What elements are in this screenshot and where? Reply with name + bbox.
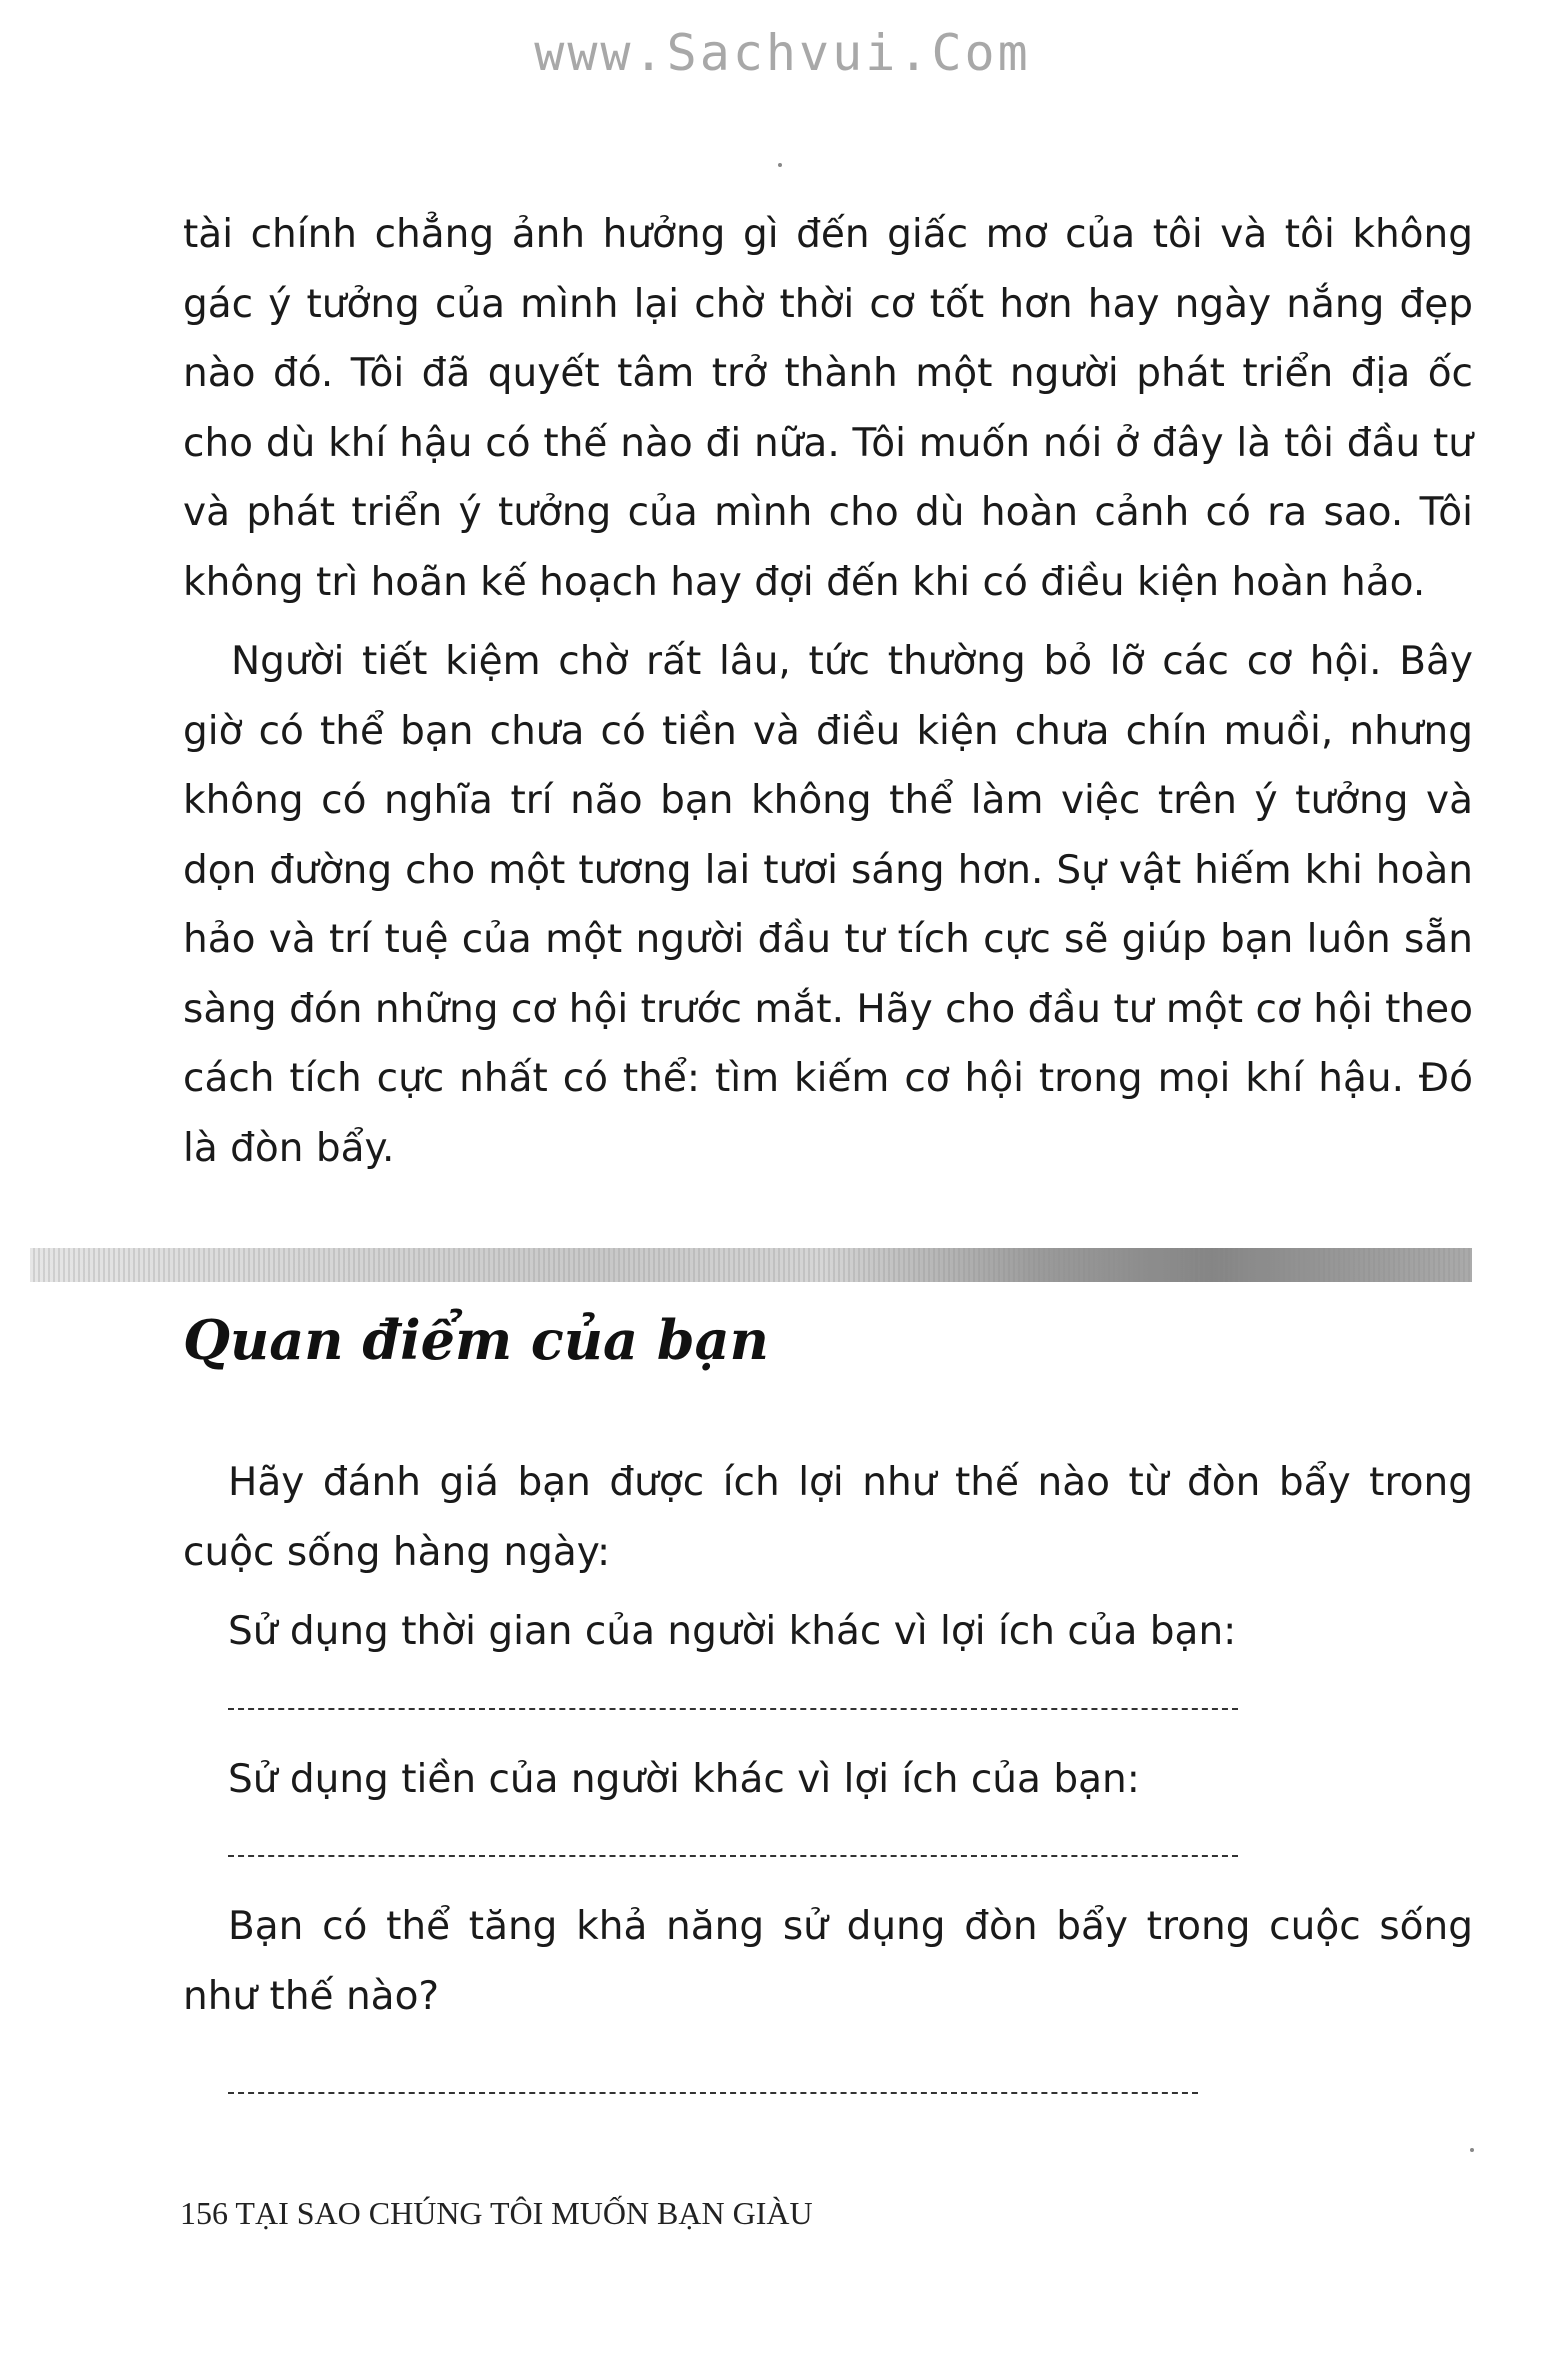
paragraph-2: Người tiết kiệm chờ rất lâu, tức thường bỏ lỡ các cơ hội. Bây giờ có thể bạn chưa có tiền và điều kiện chưa chín muồi, nhưng không có nghĩa trí não bạn không thể làm việc trên ý tưởng và dọn đường cho một tương lai tươi sáng hơn. Sự vật hiếm khi hoàn hảo và trí tuệ của một người đầu tư tích cực sẽ giúp bạn luôn sẵn sàng đón những cơ hội trước mắt. Hãy cho đầu tư một cơ hội theo cách tích cực nhất có thể: tìm kiếm cơ hội trong mọi khí hậu. Đó là đòn bẩy.	[183, 639, 1473, 1171]
speck	[778, 163, 782, 167]
answer-line-2[interactable]	[228, 1854, 1238, 1857]
page-footer	[180, 2195, 813, 2232]
exercise-intro: Hãy đánh giá bạn được ích lợi như thế nào từ đòn bẩy trong cuộc sống hàng ngày:	[183, 1460, 1473, 1575]
question-3: Bạn có thể tăng khả năng sử dụng đòn bẩy trong cuộc sống như thế nào?	[183, 1904, 1473, 2019]
section-divider	[30, 1248, 1472, 1282]
page-number: 156	[180, 2195, 228, 2231]
question-2: Sử dụng tiền của người khác vì lợi ích của bạn:	[228, 1756, 1140, 1802]
section-heading: Quan điểm của bạn	[183, 1308, 769, 1372]
body-text	[183, 200, 1473, 1183]
watermark: www.Sachvui.Com	[534, 24, 1031, 82]
paragraph-1: tài chính chẳng ảnh hưởng gì đến giấc mơ của tôi và tôi không gác ý tưởng của mình lại chờ thời cơ tốt hơn hay ngày nắng đẹp nào đó. Tôi đã quyết tâm trở thành một người phát triển địa ốc cho dù khí hậu có thế nào đi nữa. Tôi muốn nói ở đây là tôi đầu tư và phát triển ý tưởng của mình cho dù hoàn cảnh có ra sao. Tôi không trì hoãn kế hoạch hay đợi đến khi có điều kiện hoàn hảo.	[183, 212, 1473, 605]
speck	[1470, 2148, 1474, 2152]
running-title: TẠI SAO CHÚNG TÔI MUỐN BẠN GIÀU	[235, 2195, 813, 2231]
answer-line-3[interactable]	[228, 2091, 1198, 2094]
exercise-section	[183, 1448, 1473, 2094]
answer-line-1[interactable]	[228, 1707, 1238, 1710]
question-1: Sử dụng thời gian của người khác vì lợi ích của bạn:	[228, 1609, 1237, 1654]
